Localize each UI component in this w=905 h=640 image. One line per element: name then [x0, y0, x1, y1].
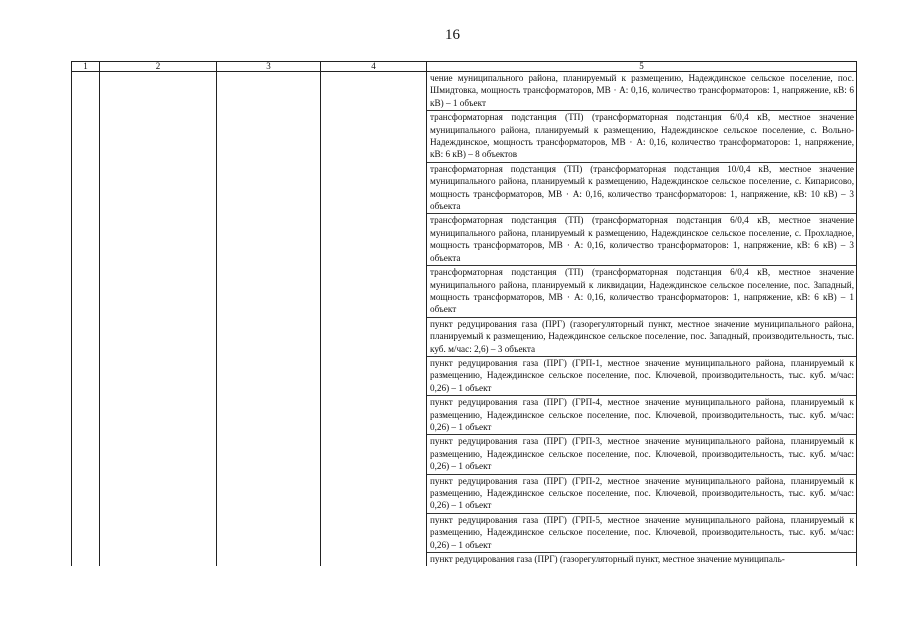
list-item: пункт редуцирования газа (ПРГ) (газорегуляторный пункт, местное значение муниципаль- — [430, 554, 785, 565]
list-item: пункт редуцирования газа (ПРГ) (ГРП-1, местное значение муниципального района, планируемый к размещению, Надеждинское сельское поселение, пос. Ключевой, производительность, тыс. куб. м/час: 0,26) – 1 объект — [427, 357, 856, 396]
document-table — [71, 61, 857, 566]
column-4-cell — [321, 72, 427, 567]
column-header-3: 3 — [217, 62, 321, 72]
column-header-2: 2 — [100, 62, 217, 72]
column-header-5: 5 — [427, 62, 857, 72]
list-item: трансформаторная подстанция (ТП) (трансформаторная подстанция 6/0,4 кВ, местное значение муниципального района, планируемый к размещению, Надеждинское сельское поселение, с. Вольно-Надеждинское, мощность трансформаторов, МВ · А: 0,16, количество трансформаторов: 1, напряжение, кВ: 6 кВ) – 8 объектов — [427, 111, 856, 163]
page-number: 16 — [445, 27, 460, 43]
column-3-cell — [217, 72, 321, 567]
list-item: пункт редуцирования газа (ПРГ) (ГРП-2, местное значение муниципального района, планируемый к размещению, Надеждинское сельское поселение, пос. Ключевой, производительность, тыс. куб. м/час: 0,26) – 1 объект — [427, 475, 856, 514]
list-item: трансформаторная подстанция (ТП) (трансформаторная подстанция 6/0,4 кВ, местное значение муниципального района, планируемый к размещению, Надеждинское сельское поселение, с. Прохладное, мощность трансформаторов, МВ · А: 0,16, количество трансформаторов: 1, напряжение, кВ: 6 кВ) – 3 объекта — [427, 214, 856, 266]
list-item: трансформаторная подстанция (ТП) (трансформаторная подстанция 6/0,4 кВ, местное значение муниципального района, планируемый к ликвидации, Надеждинское сельское поселение, пос. Западный, мощность трансформаторов, МВ · А: 0,16, количество трансформаторов: 1, напряжение, кВ: 6 кВ) – 1 объект — [427, 266, 856, 318]
list-item: пункт редуцирования газа (ПРГ) (газорегуляторный пункт, местное значение муниципального района, планируемый к размещению, Надеждинское сельское поселение, пос. Западный, производительность, тыс. куб. м/час: 2,6) – 3 объекта — [427, 318, 856, 357]
column-5-cell — [427, 72, 857, 567]
column-2-cell — [100, 72, 217, 567]
list-item: чение муниципального района, планируемый к размещению, Надеждинское сельское поселение, пос. Шмидтовка, мощность трансформаторов, МВ · А: 0,16, количество трансформаторов: 1, напряжение, кВ: 6 кВ) – 1 объект — [427, 72, 856, 111]
list-item: пункт редуцирования газа (ПРГ) (ГРП-3, местное значение муниципального района, планируемый к размещению, Надеждинское сельское поселение, пос. Ключевой, производительность, тыс. куб. м/час: 0,26) – 1 объект — [427, 435, 856, 474]
column-header-1: 1 — [72, 62, 100, 72]
column-header-4: 4 — [321, 62, 427, 72]
list-item: пункт редуцирования газа (ПРГ) (ГРП-5, местное значение муниципального района, планируемый к размещению, Надеждинское сельское поселение, пос. Ключевой, производительность, тыс. куб. м/час: 0,26) – 1 объект — [427, 514, 856, 553]
column-1-cell — [72, 72, 100, 567]
list-item: пункт редуцирования газа (ПРГ) (ГРП-4, местное значение муниципального района, планируемый к размещению, Надеждинское сельское поселение, пос. Ключевой, производительность, тыс. куб. м/час: 0,26) – 1 объект — [427, 396, 856, 435]
column-number-row — [72, 62, 857, 72]
table-body-row — [72, 72, 857, 567]
list-item: трансформаторная подстанция (ТП) (трансформаторная подстанция 10/0,4 кВ, местное значение муниципального района, планируемый к размещению, Надеждинское сельское поселение, с. Кипарисово, мощность трансформаторов, МВ · А: 0,16, количество трансформаторов: 1, напряжение, кВ: 10 кВ) – 3 объекта — [427, 163, 856, 215]
